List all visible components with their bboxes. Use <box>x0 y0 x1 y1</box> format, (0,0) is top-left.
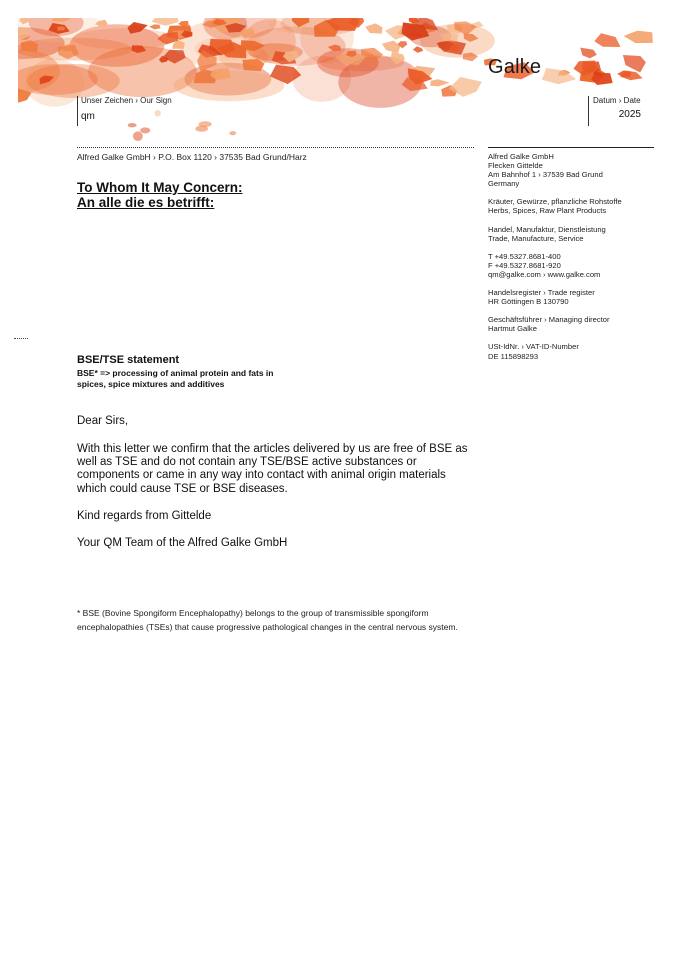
recipient-block <box>77 180 243 210</box>
sidebar-line: HR Göttingen B 130790 <box>488 297 569 307</box>
sidebar-line: USt-IdNr. › VAT-ID-Number <box>488 342 579 352</box>
recipient-line-en: To Whom It May Concern: <box>77 180 243 195</box>
subject-line-2: spices, spice mixtures and additives <box>77 379 225 389</box>
company-sidebar <box>488 152 654 370</box>
sidebar-fax: F +49.5327.8681-920 <box>488 260 561 270</box>
date-value: 2025 <box>618 109 641 120</box>
sidebar-trade <box>488 225 654 243</box>
spice-flake <box>140 127 150 133</box>
sidebar-vat <box>488 342 654 360</box>
sidebar-line: Kräuter, Gewürze, pflanzliche Rohstoffe <box>488 197 622 207</box>
sender-line: Alfred Galke GmbH › P.O. Box 1120 › 37535 Bad Grund/Harz <box>77 152 307 162</box>
signature: Your QM Team of the Alfred Galke GmbH <box>77 537 288 549</box>
sidebar-address <box>488 152 654 188</box>
sidebar-contact <box>488 252 654 279</box>
subject-subtitle <box>77 368 274 390</box>
sidebar-divider <box>488 147 654 148</box>
sidebar-web: qm@galke.com › www.galke.com <box>488 269 601 279</box>
our-sign-field <box>77 96 172 126</box>
our-sign-label: Unser Zeichen › Our Sign <box>81 96 172 105</box>
footnote: * BSE (Bovine Spongiform Encephalopathy) belongs to the group of transmissible spongiform encephalopathies (TSEs) that cause progressive pathological changes in the central nervous system. <box>77 608 458 632</box>
sidebar-line: Handelsregister › Trade register <box>488 288 595 298</box>
spice-flake <box>229 131 236 135</box>
subject-line-1: BSE* => processing of animal protein and fats in <box>77 368 274 378</box>
spice-flake <box>202 122 211 126</box>
our-sign-value: qm <box>81 111 95 122</box>
sidebar-line: Handel, Manufaktur, Dienstleistung <box>488 224 606 234</box>
date-label: Datum › Date <box>593 96 641 105</box>
greeting: Dear Sirs, <box>77 415 129 427</box>
brand-logo: Galke <box>488 56 542 78</box>
sidebar-line: Germany <box>488 179 520 189</box>
sidebar-register <box>488 288 654 306</box>
sidebar-line: Hartmut Galke <box>488 324 537 334</box>
sidebar-line: Trade, Manufacture, Service <box>488 233 584 243</box>
sidebar-line: Geschäftsführer › Managing director <box>488 315 610 325</box>
sidebar-line: Am Bahnhof 1 › 37539 Bad Grund <box>488 170 603 180</box>
closing: Kind regards from Gittelde <box>77 510 212 522</box>
sidebar-line: DE 115898293 <box>488 351 539 361</box>
fold-mark <box>14 338 28 339</box>
sidebar-director <box>488 315 654 333</box>
sidebar-line: Flecken Gittelde <box>488 161 543 171</box>
sidebar-phone: T +49.5327.8681-400 <box>488 251 561 261</box>
sidebar-line: Herbs, Spices, Raw Plant Products <box>488 206 607 216</box>
sidebar-business <box>488 197 654 215</box>
sidebar-line: Alfred Galke GmbH <box>488 152 554 161</box>
date-field <box>588 96 653 126</box>
address-divider <box>77 147 474 148</box>
subject-title: BSE/TSE statement <box>77 354 180 366</box>
recipient-line-de: An alle die es betrifft: <box>77 195 215 210</box>
spice-flake <box>195 126 208 132</box>
body-paragraph: With this letter we confirm that the articles delivered by us are free of BSE as well as TSE and do not contain any TSE/BSE active substances or components or came in any way into contact with animal origin materials which could cause TSE or BSE diseases. <box>77 443 468 495</box>
spice-flake <box>133 131 143 141</box>
